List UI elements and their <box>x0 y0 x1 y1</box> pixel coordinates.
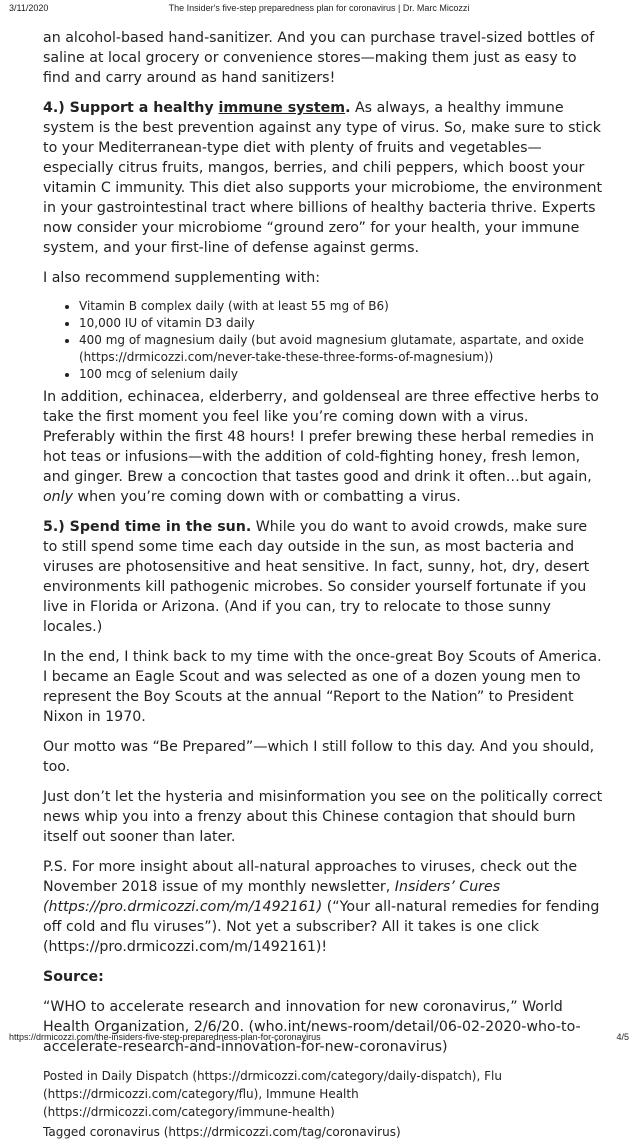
paragraph-motto: Our motto was “Be Prepared”—which I still follow to this day. And you should, too. <box>43 739 595 775</box>
post-meta <box>43 1067 603 1141</box>
paragraph-herbs: In addition, echinacea, elderberry, and goldenseal are three effective herbs to take the first moment you feel like you’re coming down with a virus. Preferably within the first 48 hours! I prefer brewing these herbal remedies in hot teas or infusions—with the addition of cold-fighting honey, fresh lemon, and ginger. Brew a concoction that tastes good and drink it often…but again, only when you’re coming down with or combatting a virus. <box>43 389 599 505</box>
step-4-text: As always, a healthy immune system is the best prevention against any type of virus. So, make sure to stick to your Mediterranean-type diet with plenty of fruits and vegetables—especially citrus fruits, mangos, berries, and chili peppers, which boost your vitamin C immunity. This diet also supports your microbiome, the environment in your gastrointestinal tract where billions of healthy bacteria thrive. Experts now consider your microbiome “ground zero” for your health, your immune system, and your first-line of defense against germs. <box>43 100 603 256</box>
paragraph-boy-scouts: In the end, I think back to my time with the once-great Boy Scouts of America. I became an Eagle Scout and was selected as one of a dozen young men to represent the Boy Scouts at the annual “Report to the Nation” to President Nixon in 1970. <box>43 649 602 725</box>
paragraph-ps: P.S. For more insight about all-natural approaches to viruses, check out the November 2018 issue of my monthly newsletter, Insiders’ Cures (https://pro.drmicozzi.com/m/1492161) (“Your all-natural remedies for fending off cold and flu viruses”). Not yet a subscriber? All it takes is one click (https://pro.drmicozzi.com/m/1492161)! <box>43 859 600 955</box>
paragraph-hysteria: Just don’t let the hysteria and misinformation you see on the politically correct news whip you into a frenzy about this Chinese contagion that should burn itself out sooner than later. <box>43 789 603 845</box>
print-header <box>9 3 629 15</box>
supplement-intro: I also recommend supplementing with: <box>43 270 321 286</box>
step-5-heading: 5.) Spend time in the sun. <box>43 519 252 535</box>
print-footer <box>9 1032 629 1044</box>
list-item: • Vitamin B complex daily (with at least 55 mg of B6) <box>79 298 603 315</box>
step-5-text: While you do want to avoid crowds, make sure to still spend some time each day outside in the sun, as most bacteria and viruses are photosensitive and heat sensitive. In fact, sunny, hot, dry, desert environments kill pathogenic microbes. So consider yourself fortunate if you live in Florida or Arizona. (And if you can, try to relocate to those sunny locales.) <box>43 519 590 635</box>
page-number: 4/5 <box>616 1032 629 1042</box>
posted-in-categories[interactable]: Posted in Daily Dispatch (https://drmicozzi.com/category/daily-dispatch), Flu (https://drmicozzi.com/category/flu), Immune Health (https://drmicozzi.com/category/immune-health) <box>43 1069 502 1119</box>
list-item: • 400 mg of magnesium daily (but avoid magnesium glutamate, aspartate, and oxide (https://drmicozzi.com/never-take-these-three-forms-of-magnesium)) <box>79 332 603 366</box>
step-4-heading: 4.) Support a healthy immune system. <box>43 100 351 116</box>
paragraph-step-5 <box>43 517 603 637</box>
source-citation: “WHO to accelerate research and innovation for new coronavirus,” World Health Organization, 2/6/20. (who.int/news-room/detail/06-02-2020-who-to-accelerate-research-and-innovation-for-new-coronavirus) <box>43 999 581 1055</box>
paragraph-sanitizer: an alcohol-based hand-sanitizer. And you can purchase travel-sized bottles of saline at local grocery or convenience stores—making them just as easy to find and carry around as hand sanitizers! <box>43 30 595 86</box>
source-heading: Source: <box>43 969 104 985</box>
emphasis-only: only <box>43 489 74 505</box>
article-body <box>43 28 603 1143</box>
tagged-line[interactable]: Tagged coronavirus (https://drmicozzi.com/tag/coronavirus) <box>43 1125 401 1139</box>
newsletter-link[interactable]: Insiders’ Cures (https://pro.drmicozzi.com/m/1492161) <box>43 879 501 915</box>
print-date: 3/11/2020 <box>9 3 49 13</box>
list-item: • 100 mcg of selenium daily <box>79 366 603 383</box>
paragraph-step-4 <box>43 98 603 258</box>
immune-system-link[interactable]: immune system <box>218 100 346 116</box>
supplement-list <box>43 298 603 383</box>
list-item: • 10,000 IU of vitamin D3 daily <box>79 315 603 332</box>
print-page-title: The Insider's five-step preparedness plan for coronavirus | Dr. Marc Micozzi <box>168 3 470 13</box>
print-url: https://drmicozzi.com/the-insiders-five-step-preparedness-plan-for-coronavirus <box>9 1032 321 1042</box>
